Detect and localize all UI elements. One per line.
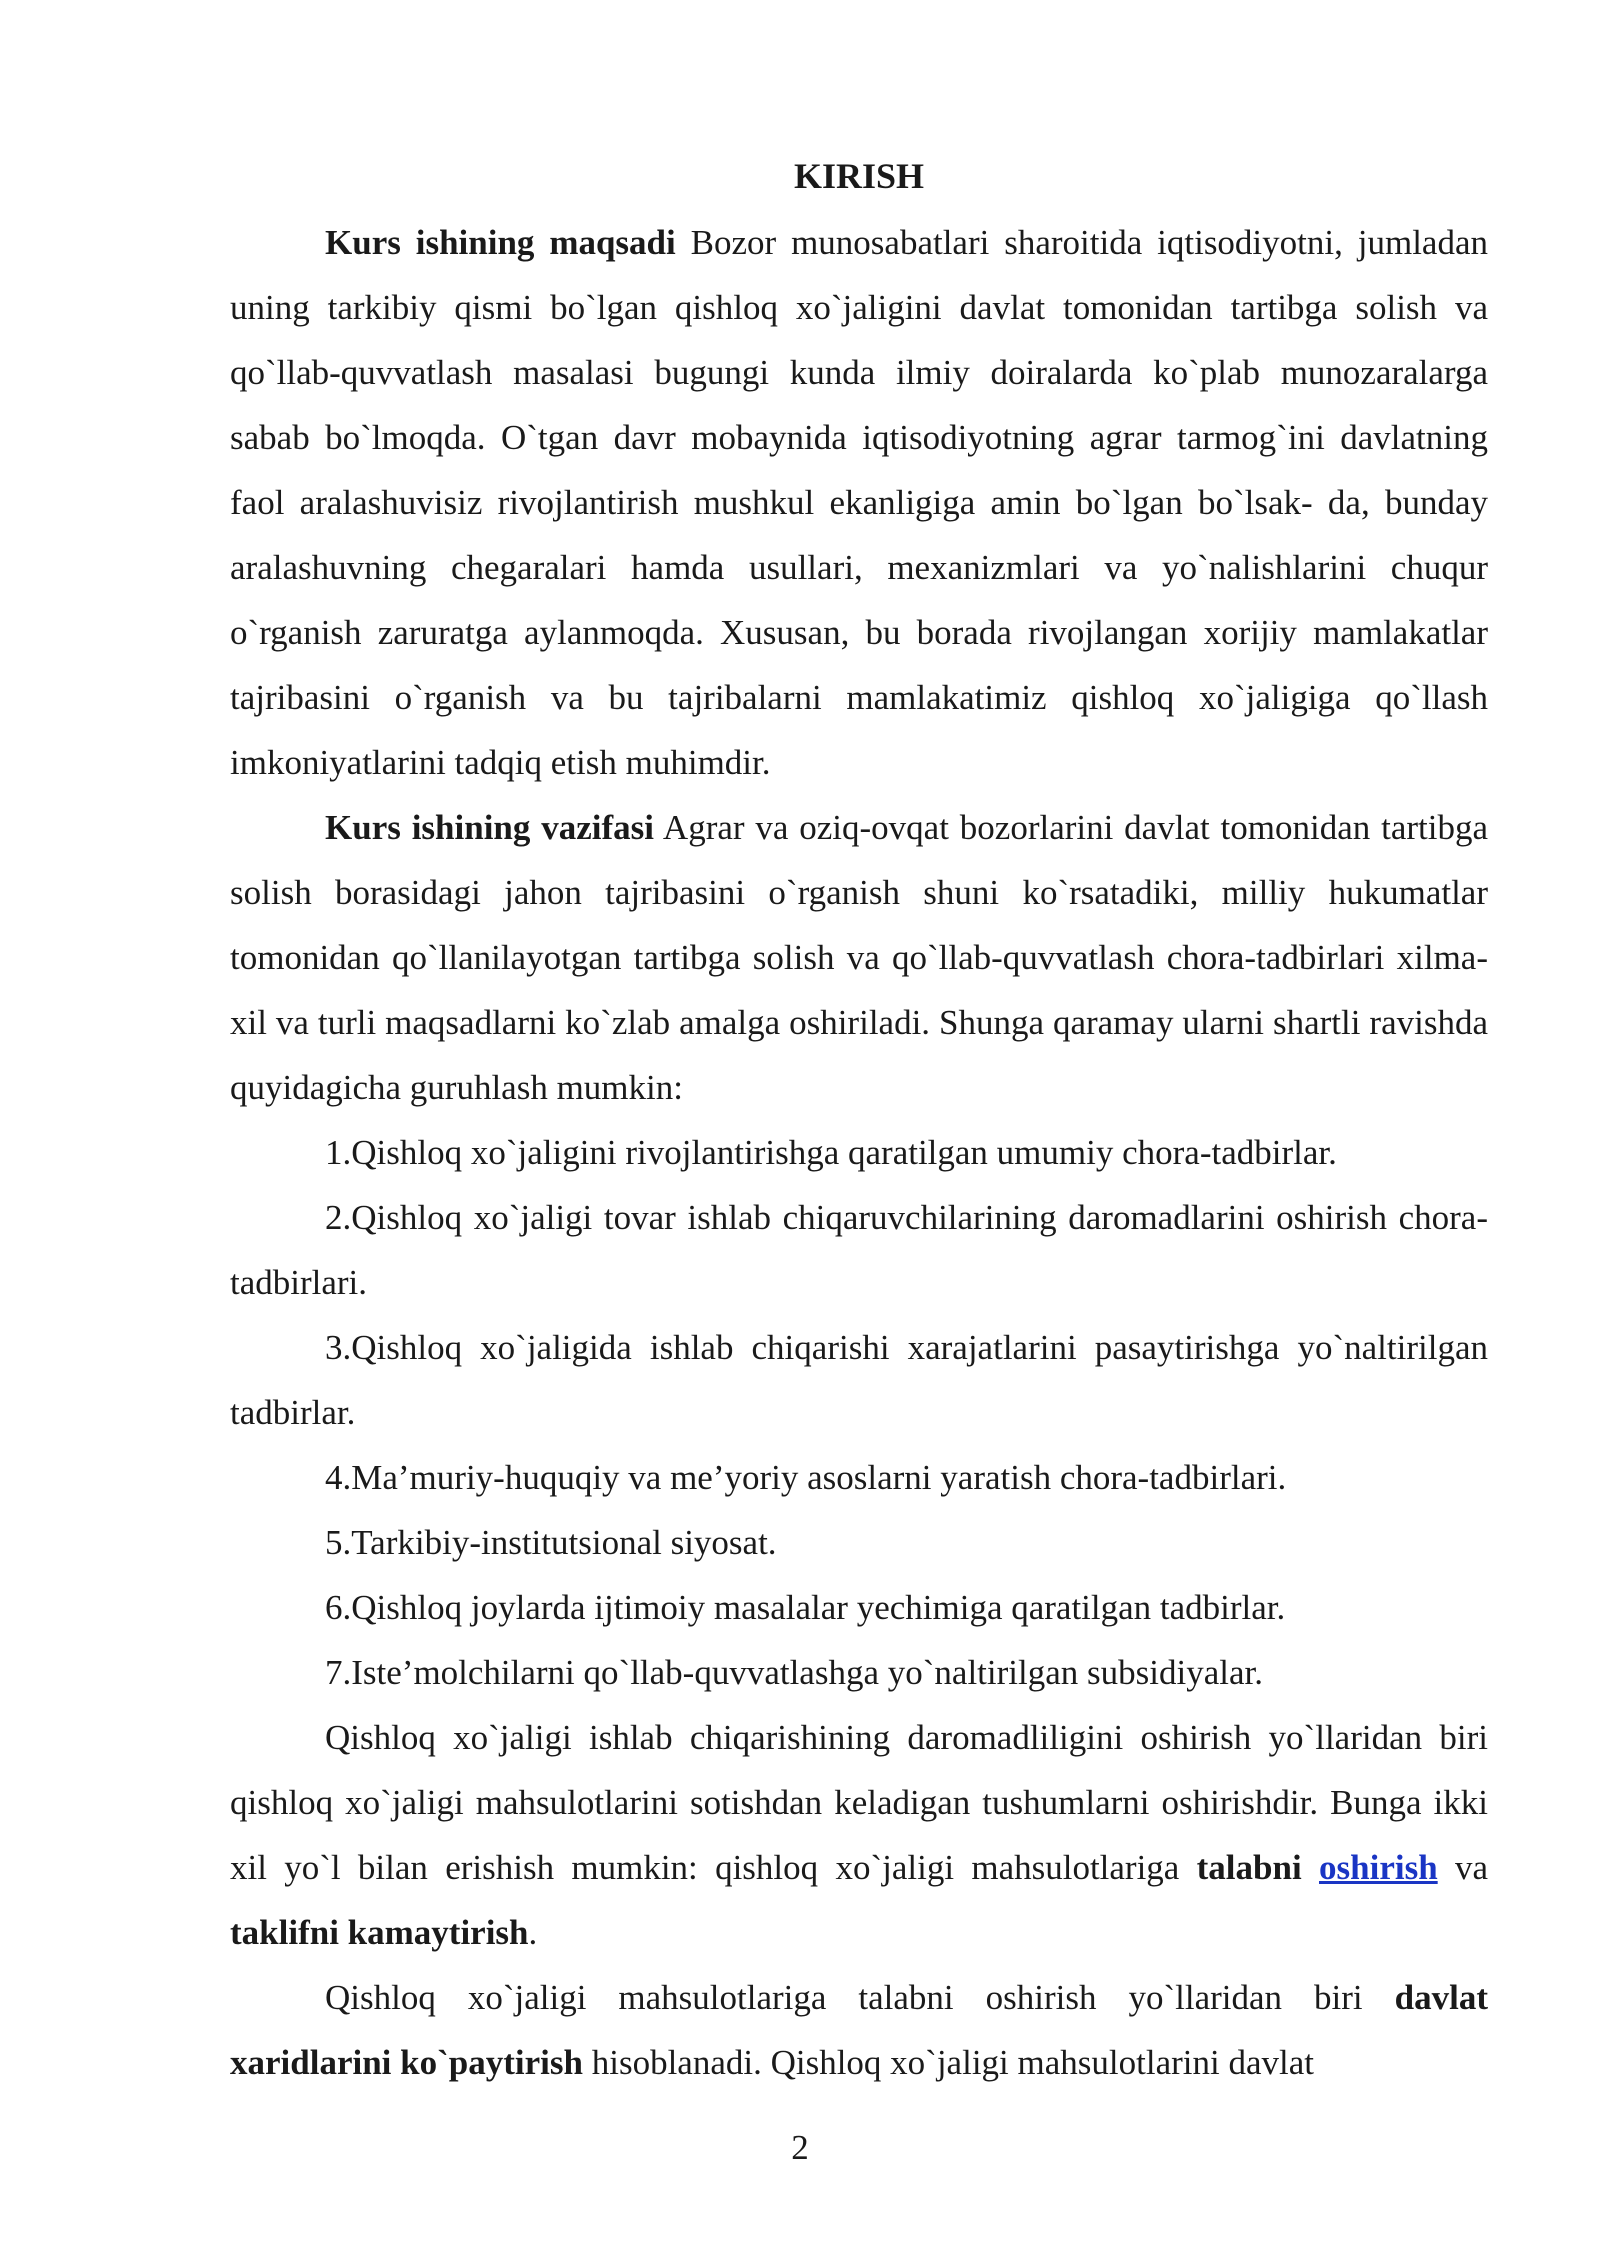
- procurement-text: Qishloq xo`jaligi mahsulotlariga talabni oshirish yo`llaridan biri: [325, 1978, 1395, 2017]
- list-item-7: 7.Iste’molchilarni qo`llab-quvvatlashga yo`naltirilgan subsidiyalar.: [325, 1653, 1263, 1692]
- list-item-5: 5.Tarkibiy-institutsional siyosat.: [325, 1523, 777, 1562]
- purpose-label: Kurs ishining maqsadi: [325, 223, 676, 262]
- procurement-end: hisoblanadi. Qishloq xo`jaligi mahsulotlarini davlat: [582, 2043, 1314, 2082]
- income-mid: va: [1437, 1848, 1489, 1887]
- document-page: [230, 150, 1488, 2095]
- paragraph-procurement: [230, 1965, 1488, 2095]
- page-number: 2: [791, 2128, 809, 2167]
- income-text: Qishloq xo`jaligi ishlab chiqarishining daromadliligini oshirish yo`llaridan biri qishloq xo`jaligi mahsulotlarini sotishdan keladigan tushumlarni oshirishdir. Bunga ikki xil yo`l bilan erishish mumkin: qishloq xo`jaligi mahsulotlariga: [230, 1718, 1488, 1887]
- paragraph-task: [230, 795, 1488, 1120]
- paragraph-purpose: [230, 210, 1488, 795]
- income-bold-supply: taklifni kamaytirish: [230, 1913, 529, 1952]
- income-bold-demand: talabni: [1196, 1848, 1302, 1887]
- list-item-1: 1.Qishloq xo`jaligini rivojlantirishga qaratilgan umumiy chora-tadbirlar.: [325, 1133, 1337, 1172]
- income-end: .: [528, 1913, 538, 1952]
- list-item-6: 6.Qishloq joylarda ijtimoiy masalalar yechimiga qaratilgan tadbirlar.: [325, 1588, 1286, 1627]
- task-text: Agrar va oziq-ovqat bozorlarini davlat tomonidan tartibga solish borasidagi jahon tajribasini o`rganish shuni ko`rsatadiki, milliy hukumatlar tomonidan qo`llanilayotgan tartibga solish va qo`llab-quvvatlash chora-tadbirlari xilma-xil va turli maqsadlarni ko`zlab amalga oshiriladi. Shunga qaramay ularni shartli ravishda quyidagicha guruhlash mumkin:: [230, 808, 1489, 1107]
- procurement-bold: davlat xaridlarini ko`paytirish: [230, 1978, 1488, 2082]
- oshirish-link[interactable]: oshirish: [1319, 1848, 1438, 1887]
- list-item-2: 2.Qishloq xo`jaligi tovar ishlab chiqaruvchilarining daromadlarini oshirish chora-tadbirlari.: [230, 1198, 1488, 1302]
- list-item-3: 3.Qishloq xo`jaligida ishlab chiqarishi xarajatlarini pasaytirishga yo`naltirilgan tadbirlar.: [230, 1328, 1488, 1432]
- paragraph-income: [230, 1705, 1488, 1965]
- task-label: Kurs ishining vazifasi: [325, 808, 654, 847]
- list-item-4: 4.Ma’muriy-huquqiy va me’yoriy asoslarni yaratish chora-tadbirlari.: [325, 1458, 1287, 1497]
- page-title: KIRISH: [793, 156, 925, 196]
- purpose-text: Bozor munosabatlari sharoitida iqtisodiyotni, jumladan uning tarkibiy qismi bo`lgan qishloq xo`jaligini davlat tomonidan tartibga solish va qo`llab-quvvatlash masalasi bugungi kunda ilmiy doiralarda ko`plab munozaralarga sabab bo`lmoqda. O`tgan davr mobaynida iqtisodiyotning agrar tarmog`ini davlatning faol aralashuvisiz rivojlantirish mushkul ekanligiga amin bo`lgan bo`lsak- da, bunday aralashuvning chegaralari hamda usullari, mexanizmlari va yo`nalishlarini chuqur o`rganish zaruratga aylanmoqda. Xususan, bu borada rivojlangan xorijiy mamlakatlar tajribasini o`rganish va bu tajribalarni mamlakatimiz qishloq xo`jaligiga qo`llash imkoniyatlarini tadqiq etish muhimdir.: [230, 223, 1488, 782]
